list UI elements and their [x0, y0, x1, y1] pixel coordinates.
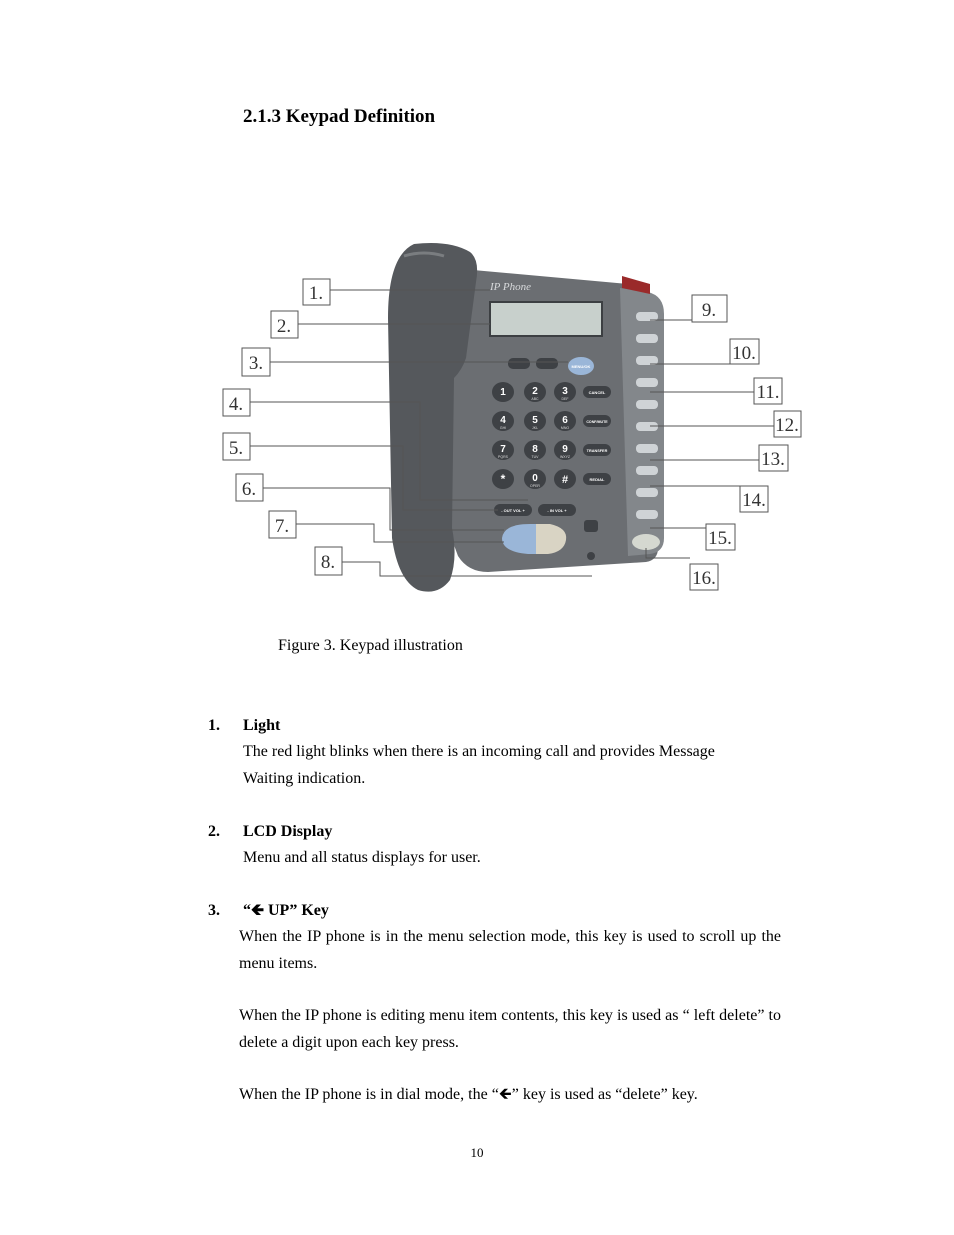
digit-letters: ABC	[531, 397, 539, 401]
callout-text: 13.	[761, 449, 785, 470]
digit-label: 2	[532, 386, 538, 397]
digit-label: 8	[532, 444, 538, 455]
callout-text: 6.	[241, 479, 257, 500]
cancel-label: CANCEL	[588, 390, 606, 395]
callout-text: 9.	[701, 300, 717, 321]
callout-label	[315, 547, 342, 575]
callout-text: 11.	[756, 382, 780, 403]
callout-label	[730, 339, 759, 364]
conf-mute-label: CONF/MUTE	[586, 420, 608, 424]
digit-label: 9	[562, 444, 568, 455]
digit-letters: TUV	[531, 455, 539, 459]
digit-letters: MNO	[560, 426, 570, 430]
transfer-key[interactable]	[583, 444, 611, 456]
menu-ok-label: MENU/OK	[571, 364, 591, 369]
digit-letters: PQRS	[498, 455, 508, 459]
digit-label: 0	[532, 473, 538, 484]
programmable-key[interactable]	[636, 378, 658, 387]
callout-text: 8.	[320, 552, 336, 573]
digit-key[interactable]	[554, 469, 576, 489]
cancel-key[interactable]	[583, 386, 611, 398]
callout-text: 3.	[248, 353, 264, 374]
programmable-key[interactable]	[636, 444, 658, 453]
callout-text: 1.	[308, 283, 324, 304]
digit-key[interactable]	[524, 440, 546, 460]
item-line: The red light blinks when there is an incoming call and provides Message	[243, 743, 715, 760]
callout-text: 5.	[228, 438, 244, 459]
out-volume-key[interactable]	[494, 504, 532, 516]
page-number: 10	[470, 1145, 484, 1160]
callout-label	[223, 433, 250, 460]
callout-label	[271, 311, 298, 338]
callout-label	[269, 511, 296, 538]
item-paragraph: When the IP phone is editing menu item contents, this key is used as “ left delete” to delete a digit upon each key press.	[239, 1007, 781, 1051]
callout-label	[754, 378, 782, 404]
callout-label	[223, 389, 250, 416]
item-heading: LCD Display	[243, 823, 333, 840]
callout-label	[759, 445, 788, 471]
redial-key[interactable]	[583, 473, 611, 485]
digit-letters: OPER	[530, 484, 540, 488]
callout-text: 7.	[274, 516, 290, 537]
digit-label: *	[500, 472, 506, 486]
callout-label	[236, 474, 263, 501]
item-paragraph: When the IP phone is in the menu selection mode, this key is used to scroll up the menu items.	[239, 928, 781, 972]
down-key[interactable]	[536, 358, 558, 369]
callout-text: 14.	[742, 490, 766, 511]
redial-label: REDIAL	[589, 477, 605, 482]
callout-label	[774, 411, 801, 437]
digit-label: #	[561, 474, 569, 486]
callout-label	[740, 486, 768, 512]
callout-label	[692, 295, 727, 322]
digit-label: 5	[532, 415, 538, 426]
callout-text: 12.	[775, 415, 799, 436]
callout-label	[706, 524, 735, 550]
digit-key[interactable]	[554, 440, 576, 460]
callout-text: 2.	[276, 316, 292, 337]
digit-label: 7	[500, 444, 506, 455]
programmable-key[interactable]	[636, 400, 658, 409]
transfer-label: TRANSFER	[586, 449, 608, 453]
item-heading: Light	[243, 717, 281, 734]
up-key[interactable]	[508, 358, 530, 369]
lcd-display	[490, 302, 602, 336]
phone-illustration	[218, 238, 808, 598]
digit-letters: WXYZ	[559, 455, 571, 459]
item-line: Menu and all status displays for user.	[243, 849, 481, 866]
programmable-key[interactable]	[636, 466, 658, 475]
programmable-key[interactable]	[636, 488, 658, 497]
item-heading: “🡸 UP” Key	[243, 902, 329, 919]
callout-text: 16.	[692, 568, 716, 589]
digit-key[interactable]	[554, 382, 576, 402]
digit-key[interactable]	[492, 382, 514, 402]
callout-text: 10.	[732, 343, 756, 364]
conf-mute-key[interactable]	[583, 415, 611, 427]
in-volume-label: - IN VOL +	[547, 508, 567, 513]
programmable-key[interactable]	[636, 510, 658, 519]
section-title: 2.1.3 Keypad Definition	[243, 106, 436, 127]
item-number: 2.	[208, 823, 220, 840]
item-line: Waiting indication.	[243, 770, 366, 787]
digit-key[interactable]	[524, 382, 546, 402]
digit-label: 6	[562, 415, 568, 426]
keypad-figure	[218, 238, 808, 598]
digit-key[interactable]	[524, 469, 546, 489]
digit-key[interactable]	[554, 411, 576, 431]
out-volume-label: - OUT VOL +	[501, 508, 525, 513]
digit-label: 4	[500, 415, 506, 426]
digit-letters: DEF	[561, 397, 569, 401]
callout-text: 4.	[228, 394, 244, 415]
item-number: 3.	[208, 902, 220, 919]
mute-key[interactable]	[584, 520, 598, 532]
callout-label	[690, 564, 718, 590]
digit-key[interactable]	[492, 440, 514, 460]
microphone-icon	[587, 552, 595, 560]
digit-key[interactable]	[524, 411, 546, 431]
callout-label	[303, 279, 330, 305]
digit-letters: JKL	[531, 426, 539, 430]
bottom-side-key[interactable]	[632, 534, 660, 550]
item-number: 1.	[208, 717, 220, 734]
phone-brand: IP Phone	[490, 281, 532, 293]
callout-label	[242, 348, 270, 376]
digit-label: 1	[500, 387, 506, 398]
item-paragraph: When the IP phone is in dial mode, the “🡸” key is used as “delete” key.	[239, 1086, 698, 1103]
figure-caption: Figure 3. Keypad illustration	[278, 637, 463, 654]
digit-key[interactable]	[492, 469, 514, 489]
digit-label: 3	[562, 386, 568, 397]
callout-text: 15.	[708, 528, 732, 549]
digit-key[interactable]	[492, 411, 514, 431]
digit-letters: GHI	[499, 426, 507, 430]
in-volume-key[interactable]	[538, 504, 576, 516]
programmable-key[interactable]	[636, 334, 658, 343]
